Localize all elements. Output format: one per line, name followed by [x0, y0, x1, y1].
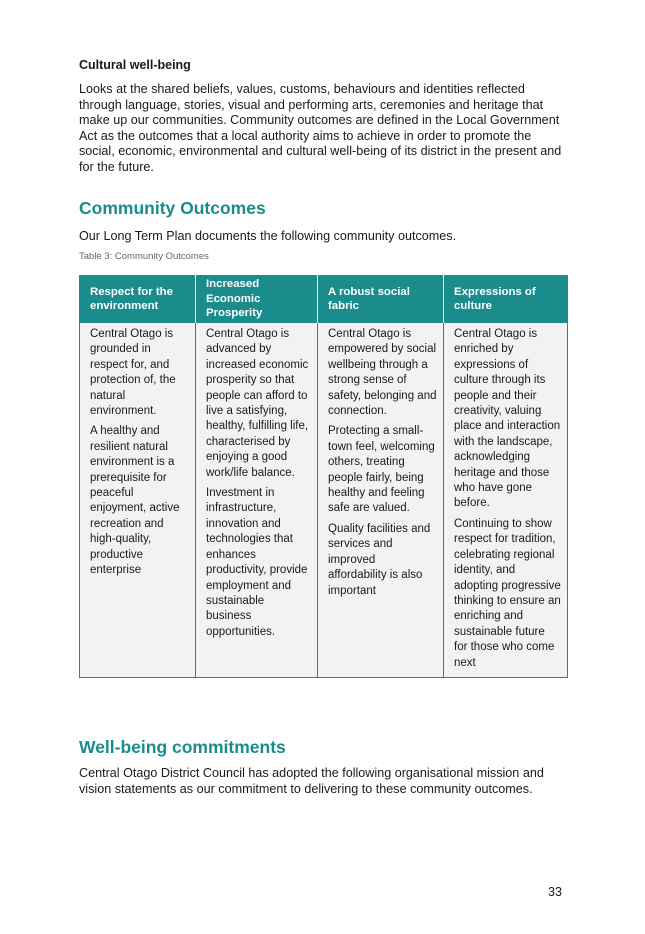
page-number: 33: [548, 885, 562, 899]
wellbeing-commitments-text: Central Otago District Council has adopted the following organisational mission and vision statements as our commitment to delivering to these community outcomes.: [79, 766, 544, 796]
cell-paragraph: Central Otago is grounded in respect for, and protection of, the natural environment.: [90, 328, 176, 418]
cell-respect-environment: [80, 323, 196, 677]
table-row: [80, 323, 568, 677]
cultural-wellbeing-text: Looks at the shared beliefs, values, customs, behaviours and identities reflected through language, stories, visual and performing arts, ceremonies and heritage that make up our communities. Community outcomes are defined in the Local Government Act as the outcomes that a local authority aims to achieve in order to promote the social, economic, environmental and cultural well-being of its district in the present and for the future.: [79, 82, 562, 174]
cell-paragraph: Protecting a small-town feel, welcoming others, treating people fairly, being healthy and feeling safe are valued.: [328, 425, 435, 515]
cell-economic-prosperity: [196, 323, 318, 677]
table-caption: Table 3: Community Outcomes: [79, 251, 209, 262]
cell-paragraph: Central Otago is advanced by increased economic prosperity so that people can afford to live a satisfying, healthy, fulfilling life, characterised by enjoying a good work/life balance.: [206, 328, 309, 479]
wellbeing-commitments-paragraph: [79, 766, 569, 797]
cell-paragraph: Central Otago is enriched by expressions of culture through its people and their creativity, valuing place and interaction with the landscape, acknowledging heritage and those who have gone before.: [454, 328, 561, 510]
community-outcomes-intro: Our Long Term Plan documents the following community outcomes.: [79, 229, 457, 243]
cell-paragraph: Continuing to show respect for tradition, celebrating regional identity, and adopting progressive thinking to ensure an enriching and sustainable future for those who come next: [454, 517, 561, 669]
header-respect-environment: Respect for the environment: [80, 275, 196, 323]
cell-paragraph: A healthy and resilient natural environment is a prerequisite for peaceful enjoyment, active recreation and high-quality, productive enterprise: [90, 425, 180, 577]
header-economic-prosperity: Increased Economic Prosperity: [196, 275, 318, 323]
cell-paragraph: Quality facilities and services and improved affordability is also important: [328, 522, 431, 597]
header-social-fabric: A robust social fabric: [318, 275, 444, 323]
community-outcomes-heading: Community Outcomes: [79, 198, 266, 218]
table-header-row: [80, 275, 568, 323]
cultural-wellbeing-paragraph: [79, 82, 569, 176]
cultural-wellbeing-heading: Cultural well-being: [79, 58, 191, 72]
cell-paragraph: Central Otago is empowered by social wellbeing through a strong sense of safety, belonging and connection.: [328, 328, 437, 418]
wellbeing-commitments-heading: Well-being commitments: [79, 737, 286, 757]
header-expressions-culture: Expressions of culture: [444, 275, 568, 323]
cell-paragraph: Investment in infrastructure, innovation and technologies that enhances productivity, provide employment and sustainable business opportunities.: [206, 487, 308, 638]
cell-expressions-culture: [444, 323, 568, 677]
community-outcomes-table: [79, 275, 568, 678]
cell-social-fabric: [318, 323, 444, 677]
